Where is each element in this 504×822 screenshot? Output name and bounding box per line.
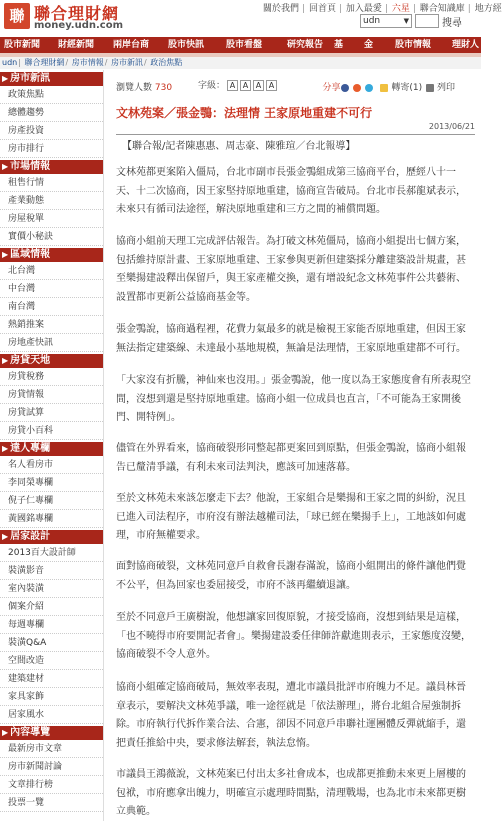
logo-mark: 聯 <box>4 3 30 29</box>
site-logo[interactable] <box>4 2 124 34</box>
sidebar-item-li-column[interactable]: 李同榮專欄 <box>0 474 103 492</box>
sidebar-item-north[interactable]: 北台灣 <box>0 262 103 280</box>
font-size-control <box>198 78 277 91</box>
top-link-knowledge[interactable]: 聯合知識庫 <box>419 4 465 14</box>
font-size-button-4[interactable]: A <box>266 80 277 91</box>
chevron-down-icon: ▼ <box>403 17 409 25</box>
triangle-right-icon: ▶ <box>2 74 9 83</box>
article-paragraph: 市議員王鴻薇說，文林苑案已付出太多社會成本，也成都更推動未來更上層樓的包袱，市府應拿出魄力，明確宣示處理時間點，清理戰場，也為北市未來都更樹立典範。 <box>116 769 466 817</box>
sidebar-item-loan-info[interactable]: 房貸情報 <box>0 386 103 404</box>
top-link-liuxing[interactable]: 六星 <box>391 4 410 14</box>
sidebar-item-article-rank[interactable]: 文章排行榜 <box>0 776 103 794</box>
popularity: 瀏覽人數 730 <box>116 83 173 93</box>
nav-item-finance-people[interactable]: 理財人 <box>452 40 480 50</box>
nav-item-stock-news[interactable]: 股市新聞 <box>4 40 41 50</box>
sidebar-item-huang-column[interactable]: 黃國銘專欄 <box>0 510 103 528</box>
article-paragraph: 協商小組確定協商破局，無效率表現，遭北市議員批評市府魄力不足。議員林晉章表示，要解決文林苑爭議，唯一途徑就是「依法辦理」，將台北組合屋強制拆除。市府執行代拆作業合法、合憲，卻因不同意戶串聯社運團體反彈就縮手，還把責任推給中央，要求修法解套，執法怠惰。 <box>116 682 466 749</box>
breadcrumb-udn[interactable]: udn <box>2 58 18 67</box>
share-label: 分享 <box>322 83 341 93</box>
breadcrumb-policy[interactable]: 政治焦點 <box>150 58 183 67</box>
article-paragraph: 張金鶚說，協商過程裡，花費力氣最多的就是檢視王家能否原地重建，但因王家無法指定建築線、未達最小基地規模，無論是法理情，王家原地重建都不可行。 <box>116 324 466 354</box>
article-paragraph: 協商小組前天理工完成評估報告。為打破文林苑僵局，協商小組提出七個方案，包括維持原計畫、王家原地重建、王家參與更新但建築採分離建築設計規畫，甚至樂揚建設釋出保留戶，與王家產權交換，還有增設紀念文林苑事件公共藝術、設置都市更新公益協商基金等。 <box>116 236 466 303</box>
nav-item-finance-news[interactable]: 財經新聞 <box>58 40 95 50</box>
sidebar-item-cases[interactable]: 個案介紹 <box>0 598 103 616</box>
sidebar-section-market[interactable]: ▶ 市場情報 <box>0 160 103 174</box>
sidebar-item-price-tips[interactable]: 實價小秘訣 <box>0 228 103 246</box>
sidebar-section-guide[interactable]: ▶ 內容導覽 <box>0 726 103 740</box>
sidebar-item-policy[interactable]: 政策焦點 <box>0 86 103 104</box>
article-paragraph: 至於不同意戶王廣樹說，他想讓家回復原貌，才接受協商，沒想到結果是這樣，「也不曉得市府要開記者會」。樂揚建設委任律師許獻進則表示，王家態度沒變，協商破裂不令人意外。 <box>116 612 471 660</box>
popularity-count: 730 <box>154 83 173 93</box>
mail-icon[interactable] <box>380 84 388 92</box>
top-link-local[interactable]: 地方經 <box>474 4 502 14</box>
triangle-right-icon: ▶ <box>2 250 9 259</box>
sidebar-section-loan[interactable]: ▶ 房貸天地 <box>0 354 103 368</box>
triangle-right-icon: ▶ <box>2 162 9 171</box>
sidebar-item-designers[interactable]: 2013百大設計師 <box>0 544 103 562</box>
sidebar-item-invest[interactable]: 房產投資 <box>0 122 103 140</box>
article-paragraph: 面對協商破裂，文林苑同意戶自救會長謝春滿說，協商小組開出的條件讓他們覺不公平，但為回家也委屈接受，市府不該再繼續退讓。 <box>116 561 466 591</box>
search-scope-value: udn <box>363 16 381 26</box>
article-paragraph: 「大家沒有折騰，神仙來也沒用。」張金鶚說，他一度以為王家態度會有所表現空間，沒想到還是堅持原地重建。協商小組一位成員也直言，「不可能為王家開後門、開特例」。 <box>116 375 471 423</box>
article <box>116 78 481 821</box>
top-link-about[interactable]: 關於我們 <box>263 4 300 14</box>
font-size-button-1[interactable]: A <box>227 80 238 91</box>
share-bar <box>322 80 455 93</box>
sidebar-item-qa[interactable]: 裝潢Q&A <box>0 634 103 652</box>
sidebar-section-design[interactable]: ▶ 居家設計 <box>0 530 103 544</box>
sidebar-item-central[interactable]: 中台灣 <box>0 280 103 298</box>
sidebar-item-discussion[interactable]: 房市新聞討論 <box>0 758 103 776</box>
sidebar-item-weekly[interactable]: 每週專欄 <box>0 616 103 634</box>
nav-item-fund-2[interactable]: 金 <box>364 40 374 50</box>
sidebar-section-house-news[interactable]: ▶ 房市新訊 <box>0 72 103 86</box>
title-divider <box>116 134 475 135</box>
sidebar-item-rent[interactable]: 租售行情 <box>0 174 103 192</box>
triangle-right-icon: ▶ <box>2 356 9 365</box>
sidebar-item-flash[interactable]: 房地產快訊 <box>0 334 103 352</box>
plurk-icon[interactable] <box>353 84 361 92</box>
top-link-favorite[interactable]: 加入最愛 <box>345 4 382 14</box>
sidebar-item-ranking[interactable]: 房市排行 <box>0 140 103 158</box>
search-input[interactable] <box>415 14 439 28</box>
font-size-label: 字級： <box>198 81 226 91</box>
repost-button[interactable]: 轉寄(1) <box>391 83 423 93</box>
article-byline: 【聯合報/記者陳惠惠、周志豪、陳雅瑄／台北報導】 <box>122 141 356 152</box>
triangle-right-icon: ▶ <box>2 532 9 541</box>
sidebar-item-makeover[interactable]: 空間改造 <box>0 652 103 670</box>
nav-item-fund-1[interactable]: 基 <box>334 40 344 50</box>
top-links: 關於我們 | 回首頁 | 加入最愛 | 六星 | 聯合知識庫 | 地方經 <box>263 4 502 14</box>
article-date: 2013/06/21 <box>428 122 475 131</box>
breadcrumb-house-news[interactable]: 房市新訊 <box>110 58 143 67</box>
article-paragraph: 文林苑都更案陷入僵局，台北市副市長張金鶚組成第三協商平台，歷經八十一天、十二次協商，因王家堅持原地重建，協商宣告破局。台北市長郝龍斌表示，未來只有循司法途徑，解決原地重建和三方之間的補償問題。 <box>116 167 466 215</box>
sidebar-section-columns[interactable]: ▶ 達人專欄 <box>0 442 103 456</box>
top-link-home[interactable]: 回首頁 <box>308 4 336 14</box>
font-size-button-2[interactable]: A <box>240 80 251 91</box>
sidebar-item-loan-tax[interactable]: 房貸稅務 <box>0 368 103 386</box>
top-header <box>0 0 502 36</box>
sidebar-item-materials[interactable]: 建築建材 <box>0 670 103 688</box>
logo-url: money.udn.com <box>34 20 124 31</box>
sidebar-section-region[interactable]: ▶ 區域情報 <box>0 248 103 262</box>
nav-item-research[interactable]: 研究報告 <box>287 40 324 50</box>
sidebar-item-loan-calc[interactable]: 房貸試算 <box>0 404 103 422</box>
sidebar-item-latest[interactable]: 最新房市文章 <box>0 740 103 758</box>
sidebar-item-video[interactable]: 裝潢影音 <box>0 562 103 580</box>
sidebar-item-loan-wiki[interactable]: 房貸小百科 <box>0 422 103 440</box>
breadcrumb: udn| 聯合理財網/ 房市情報/ 房市新訊/ 政治焦點 <box>0 57 481 69</box>
search-bar <box>360 14 481 28</box>
nav-item-stock-flash[interactable]: 股市快訊 <box>168 40 205 50</box>
article-title: 文林苑案／張金鶚：法理情 王家原地重建不可行 <box>116 106 373 120</box>
triangle-right-icon: ▶ <box>2 728 9 737</box>
logo-name: 聯合理財網 <box>34 4 120 23</box>
breadcrumb-money[interactable]: 聯合理財網 <box>24 58 65 67</box>
sidebar-item-furniture[interactable]: 家具家飾 <box>0 688 103 706</box>
nav-item-stock-watch[interactable]: 股市看盤 <box>226 40 263 50</box>
sidebar-item-hot-projects[interactable]: 熱銷推案 <box>0 316 103 334</box>
font-size-button-3[interactable]: A <box>253 80 264 91</box>
breadcrumb-house[interactable]: 房市情報 <box>71 58 104 67</box>
facebook-icon[interactable] <box>341 84 349 92</box>
sidebar-item-south[interactable]: 南台灣 <box>0 298 103 316</box>
article-paragraph: 儘管在外界看來，協商破裂形同整起都更案回到原點，但張金鶚說，協商小組報告已釐清爭議，有利未來司法判決，應該可加速落幕。 <box>116 443 466 473</box>
sidebar-item-tax[interactable]: 房屋稅單 <box>0 210 103 228</box>
sidebar-item-ni-column[interactable]: 倪子仁專欄 <box>0 492 103 510</box>
main-nav <box>0 37 481 53</box>
sidebar-item-industry[interactable]: 產業動態 <box>0 192 103 210</box>
article-toolbar <box>116 78 481 94</box>
triangle-right-icon: ▶ <box>2 444 9 453</box>
sidebar-item-trend[interactable]: 總體趨勢 <box>0 104 103 122</box>
print-button[interactable]: 列印 <box>436 83 455 93</box>
sidebar-item-votes[interactable]: 投票一覽 <box>0 794 103 812</box>
search-scope-select[interactable] <box>360 14 412 28</box>
sidebar <box>0 70 104 821</box>
sidebar-item-celebrity[interactable]: 名人看房市 <box>0 456 103 474</box>
nav-item-stock-info[interactable]: 股市情報 <box>395 40 432 50</box>
printer-icon[interactable] <box>426 84 434 92</box>
sidebar-item-fengshui[interactable]: 居家風水 <box>0 706 103 724</box>
nav-item-cross-strait[interactable]: 兩岸台商 <box>113 40 150 50</box>
sidebar-item-interior[interactable]: 室內裝潢 <box>0 580 103 598</box>
twitter-icon[interactable] <box>365 84 373 92</box>
article-paragraph: 至於文林苑未來該怎麼走下去？他說，王家組合是樂揚和王家之間的糾紛，況且已進入司法程序，市府沒有辦法越權司法，「球已經在樂揚手上」，工地該如何處理，市府無權要求。 <box>116 493 466 541</box>
search-button[interactable]: 搜尋 <box>442 18 462 29</box>
